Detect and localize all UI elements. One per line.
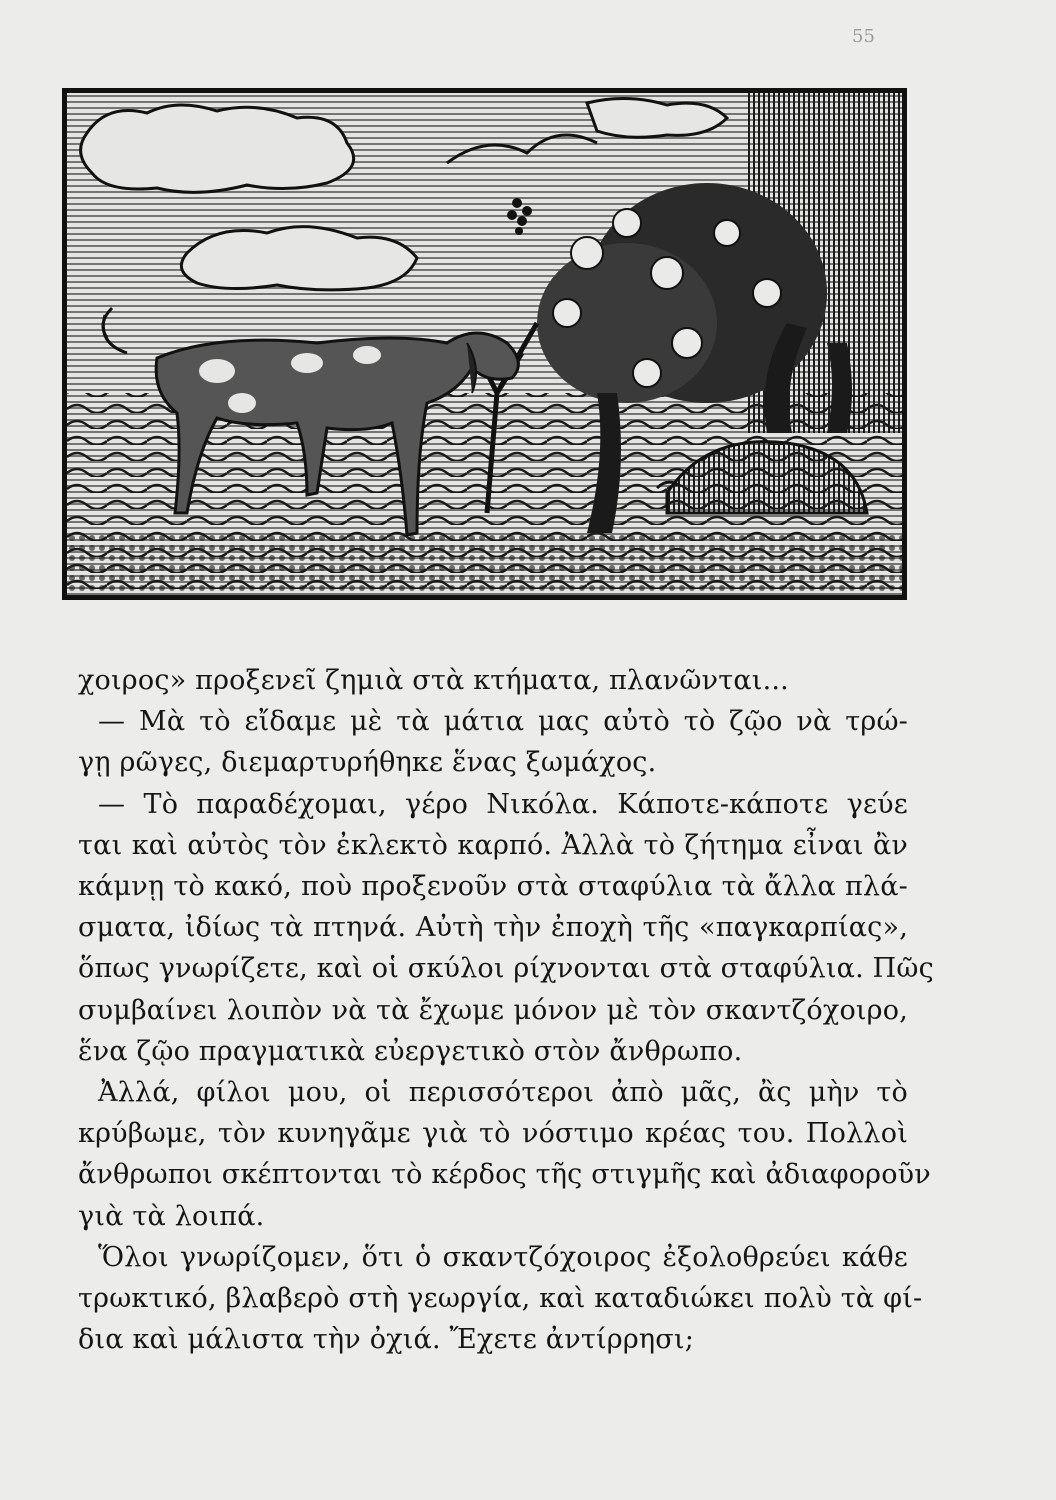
page-number: 55: [852, 26, 875, 47]
text-line: Ἀλλά, φίλοι μου, οἱ περισσότεροι ἀπὸ μᾶς, ἂς μὴν τὸ: [98, 1077, 908, 1109]
text-line: χοιρος» προξενεῖ ζημιὰ στὰ κτήματα, πλανῶνται...: [78, 665, 789, 696]
text-line: ἄνθρωποι σκέπτονται τὸ κέρδος τῆς στιγμῆς καὶ ἀδιαφοροῦν: [78, 1159, 931, 1191]
text-line: ται καὶ αὐτὸς τὸν ἐκλεκτὸ καρπό. Ἀλλὰ τὸ ζήτημα εἶναι ἂν: [78, 829, 908, 861]
text-line: ἕνα ζῷο πραγματικὰ εὐεργετικὸ στὸν ἄνθρωπο.: [78, 1035, 743, 1067]
body-text: [78, 660, 934, 1360]
text-line: κάμνῃ τὸ κακό, ποὺ προξενοῦν στὰ σταφύλια τὰ ἄλλα πλά-: [78, 871, 908, 903]
text-line: σματα, ἰδίως τὰ πτηνά. Αὐτὴ τὴν ἐποχὴ τῆς «παγκαρπίας»,: [78, 912, 908, 944]
text-line: γῃ ρῶγες, διεμαρτυρήθηκε ἕνας ξωμάχος.: [78, 747, 657, 779]
text-line: γιὰ τὰ λοιπά.: [78, 1200, 265, 1232]
text-line: — Μὰ τὸ εἴδαμε μὲ τὰ μάτια μας αὐτὸ τὸ ζῷο νὰ τρώ-: [98, 706, 908, 738]
text-line: δια καὶ μάλιστα τὴν ὀχιά. Ἔχετε ἀντίρρησι;: [78, 1324, 694, 1356]
text-line: Ὅλοι γνωρίζομεν, ὅτι ὁ σκαντζόχοιρος ἐξολοθρεύει κάθε: [98, 1241, 908, 1273]
text-line: — Τὸ παραδέχομαι, γέρο Νικόλα. Κάποτε-κάποτε γεύε: [98, 788, 908, 820]
text-line: τρωκτικό, βλαβερὸ στὴ γεωργία, καὶ καταδιώκει πολὺ τὰ φί-: [78, 1283, 923, 1315]
woodcut-illustration: [62, 88, 907, 600]
text-line: ὅπως γνωρίζετε, καὶ οἱ σκύλοι ρίχνονται στὰ σταφύλια. Πῶς: [78, 953, 934, 985]
text-line: κρύβωμε, τὸν κυνηγᾶμε γιὰ τὸ νόστιμο κρέας του. Πολλοὶ: [78, 1118, 908, 1150]
text-line: συμβαίνει λοιπὸν νὰ τὰ ἔχωμε μόνον μὲ τὸν σκαντζόχοιρο,: [78, 994, 908, 1026]
